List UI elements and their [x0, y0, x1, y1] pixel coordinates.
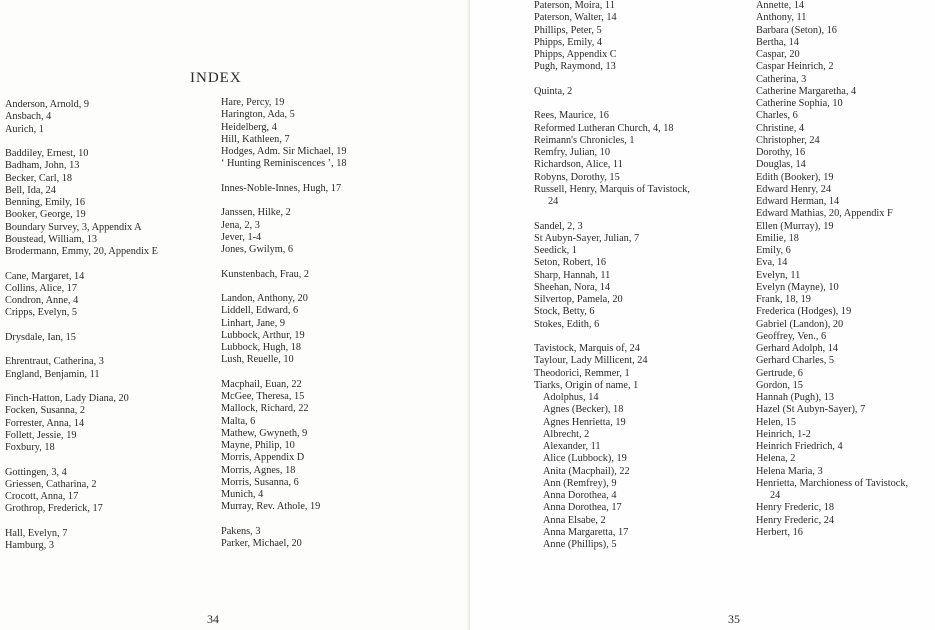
index-entry: Edward Henry, 24: [756, 183, 832, 195]
index-gap: [221, 281, 347, 293]
index-entry: Sharp, Hannah, 11: [534, 269, 611, 281]
index-entry: Grothrop, Frederick, 17: [5, 503, 103, 515]
index-entry: Phillips, Peter, 5: [534, 24, 602, 36]
index-entry: Quinta, 2: [534, 85, 573, 97]
index-entry: Tiarks, Origin of name, 1: [534, 379, 639, 391]
index-entry: Alexander, 11: [543, 441, 601, 452]
index-entry: Becker, Carl, 18: [5, 172, 73, 184]
index-column-left-2: [221, 97, 347, 550]
index-entry: Alice (Lubbock), 19: [543, 453, 627, 465]
index-entry: Edward Mathias, 20, Appendix F: [756, 208, 893, 220]
index-entry: Stokes, Edith, 6: [534, 318, 600, 330]
index-gap: [5, 320, 158, 332]
index-entry: Evelyn, 11: [756, 269, 801, 281]
index-entry: Phipps, Appendix C: [534, 49, 617, 60]
index-entry: Helena, 2: [756, 453, 796, 465]
index-entry: Henry Frederic, 24: [756, 514, 835, 526]
index-entry: Reformed Lutheran Church, 4, 18: [534, 122, 674, 134]
index-entry: Anna Elsabe, 2: [543, 514, 606, 526]
index-entry: England, Benjamin, 11: [5, 368, 100, 380]
index-entry: Forrester, Anna, 14: [5, 417, 85, 429]
index-gap: [221, 367, 347, 379]
index-entry: Henrietta, Marchioness of Tavistock,: [756, 477, 909, 489]
index-entry: Henry Frederic, 18: [756, 502, 835, 514]
index-gap: [534, 74, 690, 86]
index-title: INDEX: [190, 70, 242, 86]
index-entry: Ann (Remfrey), 9: [543, 477, 617, 489]
index-gap: [5, 258, 158, 270]
index-entry: Lubbock, Hugh, 18: [221, 342, 302, 353]
index-entry: Helena Maria, 3: [756, 465, 823, 477]
index-entry: Anderson, Arnold, 9: [5, 99, 90, 110]
index-entry: Lush, Reuelle, 10: [221, 354, 294, 366]
index-entry: Brodermann, Emmy, 20, Appendix E: [5, 246, 158, 257]
index-entry: Badham, John, 13: [5, 160, 80, 172]
index-entry: Foxbury, 18: [5, 442, 55, 453]
index-entry: Adolphus, 14: [543, 392, 599, 403]
index-entry: Geoffrey, Ven., 6: [756, 330, 827, 342]
index-entry: Heinrich, 1-2: [756, 428, 811, 440]
index-entry: Evelyn (Mayne), 10: [756, 281, 839, 293]
index-column-right-1: [534, 0, 690, 551]
index-entry: Ehrentraut, Catherina, 3: [5, 356, 104, 368]
page-number-left: 34: [207, 612, 219, 626]
index-entry: Richardson, Alice, 11: [534, 159, 623, 171]
index-entry: Anthony, 11: [756, 12, 807, 24]
index-entry: Mayne, Philip, 10: [221, 440, 295, 451]
index-entry: Paterson, Moira, 11: [534, 0, 615, 11]
index-entry: Parker, Michael, 20: [221, 538, 302, 549]
index-entry: Bertha, 14: [756, 36, 799, 48]
index-entry: McGee, Theresa, 15: [221, 391, 305, 402]
index-entry: Follett, Jessie, 19: [5, 429, 77, 441]
index-entry: Annette, 14: [756, 0, 805, 11]
index-entry: Douglas, 14: [756, 159, 806, 171]
index-entry: Macphail, Euan, 22: [221, 378, 302, 390]
index-entry: Herbert, 16: [756, 526, 803, 538]
index-entry: Frederica (Hodges), 19: [756, 306, 852, 318]
index-entry: Barbara (Seton), 16: [756, 24, 837, 36]
index-gap: [5, 136, 158, 148]
index-entry: Christopher, 24: [756, 134, 820, 146]
index-entry: Remfry, Julian, 10: [534, 147, 610, 158]
index-entry: Lubbock, Arthur, 19: [221, 329, 305, 341]
index-entry: Cane, Margaret, 14: [5, 270, 85, 282]
index-entry: Pakens, 3: [221, 525, 261, 537]
index-entry: Frank, 18, 19: [756, 294, 811, 305]
index-gap: [221, 514, 347, 526]
index-entry: Innes-Noble-Innes, Hugh, 17: [221, 182, 342, 194]
index-entry: ‘ Hunting Reminiscences ’, 18: [221, 158, 347, 170]
index-entry: Janssen, Hilke, 2: [221, 207, 291, 219]
index-entry: Gerhard Charles, 5: [756, 355, 835, 367]
index-entry: Stock, Betty, 6: [534, 306, 595, 318]
index-entry: Hare, Percy, 19: [221, 97, 285, 108]
index-entry: Agnes Henrietta, 19: [543, 416, 626, 428]
index-entry: Emily, 6: [756, 245, 791, 256]
index-entry: Crocott, Anna, 17: [5, 491, 79, 502]
index-entry: Focken, Susanna, 2: [5, 405, 86, 417]
index-entry: Mathew, Gwyneth, 9: [221, 427, 308, 439]
index-entry: Munich, 4: [221, 489, 264, 500]
index-entry: Taylour, Lady Millicent, 24: [534, 355, 648, 367]
index-entry: Jever, 1-4: [221, 231, 262, 243]
index-entry: Morris, Susanna, 6: [221, 476, 299, 488]
index-entry: Anna Margaretta, 17: [543, 526, 629, 538]
index-entry: Anna Dorothea, 4: [543, 490, 617, 501]
index-entry: Silvertop, Pamela, 20: [534, 294, 623, 305]
index-entry: Bell, Ida, 24: [5, 184, 56, 196]
index-gap: [534, 98, 690, 110]
index-entry: Benning, Emily, 16: [5, 197, 85, 208]
index-entry: Seton, Robert, 16: [534, 257, 607, 269]
index-entry: Tavistock, Marquis of, 24: [534, 343, 640, 354]
index-entry: Hill, Kathleen, 7: [221, 133, 290, 145]
index-entry: Morris, Agnes, 18: [221, 464, 296, 476]
index-entry: St Aubyn-Sayer, Julian, 7: [534, 232, 640, 244]
index-entry: Sandel, 2, 3: [534, 220, 583, 232]
index-entry: Heidelberg, 4: [221, 121, 277, 133]
index-entry: Pugh, Raymond, 13: [534, 61, 616, 73]
index-entry: Hodges, Adm. Sir Michael, 19: [221, 146, 347, 157]
index-entry: Kunstenbach, Frau, 2: [221, 268, 310, 280]
index-gap: [221, 256, 347, 268]
index-entry: Catherina, 3: [756, 73, 807, 85]
index-entry: Ansbach, 4: [5, 111, 52, 123]
index-entry: Morris, Appendix D: [221, 452, 305, 464]
index-entry: Ellen (Murray), 19: [756, 220, 834, 232]
index-entry: Albrecht, 2: [543, 428, 590, 440]
index-entry: 24: [770, 490, 781, 501]
index-entry: Hamburg, 3: [5, 540, 55, 551]
index-entry: Catherine Sophia, 10: [756, 98, 843, 109]
index-entry: Gordon, 15: [756, 379, 803, 391]
index-entry: Christine, 4: [756, 122, 805, 134]
right-page: [470, 0, 935, 630]
index-column-right-2: [756, 0, 908, 539]
index-entry: Caspar, 20: [756, 49, 800, 60]
index-entry: Reimann's Chronicles, 1: [534, 134, 635, 146]
index-entry: Emilie, 18: [756, 232, 799, 244]
index-entry: Griessen, Catharina, 2: [5, 478, 97, 490]
index-entry: Phipps, Emily, 4: [534, 36, 602, 48]
index-entry: Hall, Evelyn, 7: [5, 527, 68, 539]
index-entry: Heinrich Friedrich, 4: [756, 441, 843, 452]
index-entry: Harington, Ada, 5: [221, 109, 295, 121]
index-entry: Finch-Hatton, Lady Diana, 20: [5, 393, 129, 404]
index-entry: Boundary Survey, 3, Appendix A: [5, 221, 142, 233]
index-column-left-1: [5, 99, 158, 552]
index-entry: Hazel (St Aubyn-Sayer), 7: [756, 404, 866, 416]
index-gap: [5, 516, 158, 528]
index-gap: [5, 344, 158, 356]
index-entry: Hannah (Pugh), 13: [756, 392, 835, 403]
index-entry: Russell, Henry, Marquis of Tavistock,: [534, 183, 691, 195]
index-gap: [534, 208, 690, 220]
index-entry: Dorothy, 16: [756, 147, 806, 158]
index-entry: Caspar Heinrich, 2: [756, 61, 834, 73]
page-number-right: 35: [728, 612, 740, 626]
index-gap: [5, 454, 158, 466]
index-entry: Eva, 14: [756, 257, 788, 269]
index-gap: [221, 195, 347, 207]
index-entry: Jones, Gwilym, 6: [221, 244, 294, 255]
index-entry: Liddell, Edward, 6: [221, 305, 299, 317]
index-entry: Aurich, 1: [5, 123, 44, 135]
index-entry: Anne (Phillips), 5: [543, 539, 617, 550]
index-entry: Landon, Anthony, 20: [221, 293, 308, 304]
index-gap: [221, 171, 347, 183]
index-entry: 24: [548, 196, 559, 207]
index-gap: [534, 331, 690, 343]
index-entry: Edith (Booker), 19: [756, 171, 834, 183]
index-entry: Condron, Anne, 4: [5, 295, 79, 306]
index-entry: Rees, Maurice, 16: [534, 110, 609, 122]
index-entry: Jena, 2, 3: [221, 219, 260, 231]
index-entry: Collins, Alice, 17: [5, 282, 78, 294]
index-entry: Edward Herman, 14: [756, 196, 840, 207]
index-entry: Gertrude, 6: [756, 367, 803, 379]
index-entry: Booker, George, 19: [5, 209, 86, 221]
index-entry: Anna Dorothea, 17: [543, 502, 622, 514]
index-entry: Helen, 15: [756, 416, 797, 428]
index-entry: Anita (Macphail), 22: [543, 465, 630, 477]
index-entry: Gerhard Adolph, 14: [756, 343, 839, 354]
index-entry: Robyns, Dorothy, 15: [534, 171, 620, 183]
index-entry: Drysdale, Ian, 15: [5, 331, 76, 343]
index-entry: Catherine Margaretha, 4: [756, 85, 857, 97]
index-entry: Gottingen, 3, 4: [5, 466, 67, 478]
index-entry: Paterson, Walter, 14: [534, 12, 617, 24]
index-entry: Mallock, Richard, 22: [221, 403, 309, 415]
index-entry: Baddiley, Ernest, 10: [5, 148, 89, 159]
index-entry: Malta, 6: [221, 415, 256, 427]
index-entry: Boustead, William, 13: [5, 233, 98, 245]
index-entry: Sheehan, Nora, 14: [534, 281, 611, 293]
index-entry: Gabriel (Landon), 20: [756, 318, 844, 330]
index-entry: Linhart, Jane, 9: [221, 317, 286, 329]
index-entry: Agnes (Becker), 18: [543, 404, 624, 416]
index-gap: [5, 381, 158, 393]
index-entry: Cripps, Evelyn, 5: [5, 307, 78, 319]
index-entry: Murray, Rev. Athole, 19: [221, 501, 321, 513]
index-entry: Theodorici, Remmer, 1: [534, 367, 630, 379]
index-entry: Charles, 6: [756, 110, 798, 122]
index-entry: Seedick, 1: [534, 245, 577, 256]
